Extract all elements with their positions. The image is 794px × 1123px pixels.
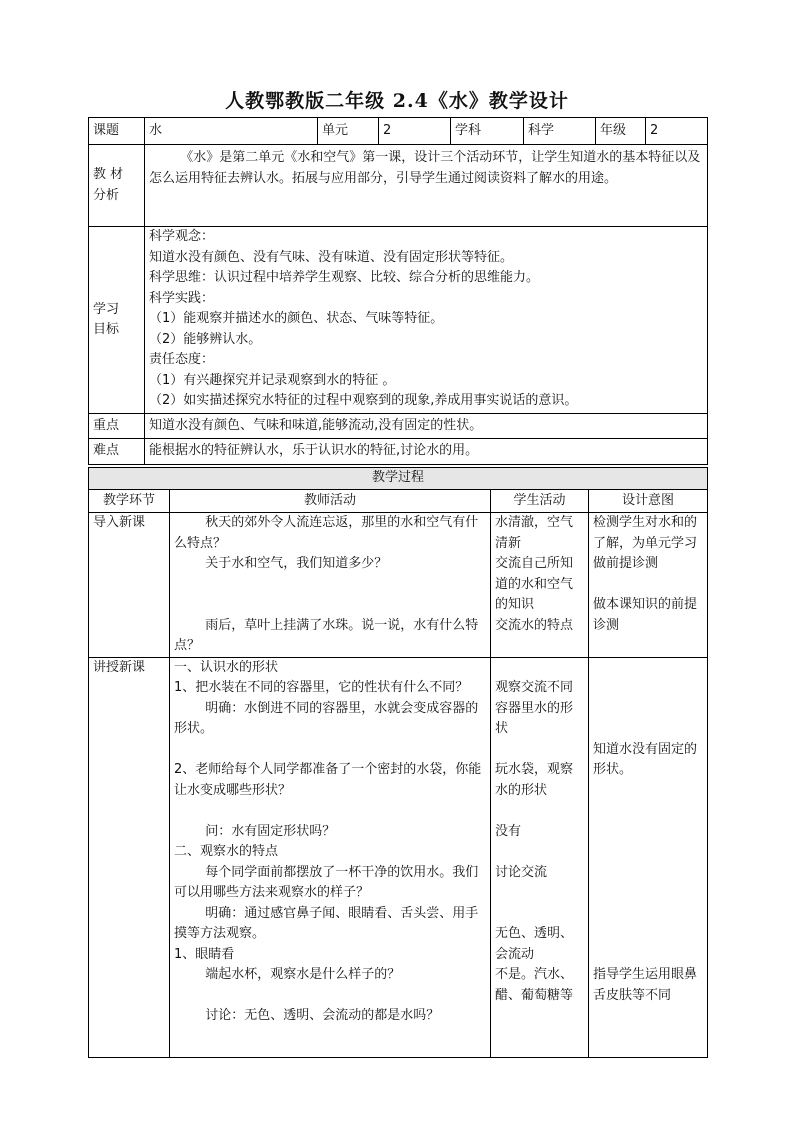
col-student-header: 学生活动 [491,490,589,513]
student-line: 没有 [495,823,522,839]
teacher-line: 明确：通过感官鼻子闻、眼睛看、舌头尝、用手摸等方法观察。 [174,905,479,941]
analysis-text: 《水》是第二单元《水和空气》第一课，设计三个活动环节，让学生知道水的基本特征以及怎么运用特征去辨认水。拓展与应用部分，引导学生通过阅读资料了解水的用途。 [149,150,701,186]
spacer [174,575,486,596]
difficulty-text: 能根据水的特征辨认水，乐于认识水的特征,讨论水的用。 [145,439,708,465]
teacher-line: 问：水有固定形状吗？ [205,823,336,839]
new-student-cell [491,657,589,1057]
unit-value: 2 [379,118,451,145]
goal-line: 知道水没有颜色、没有气味、没有味道、没有固定形状等特征。 [149,249,514,265]
teacher-line: 一、认识水的形状 [174,659,279,675]
teacher-line: 关于水和空气，我们知道多少？ [205,556,388,571]
goal-line: （1）有兴趣探究并记录观察到水的特征 。 [149,372,396,388]
grade-value: 2 [646,118,708,145]
student-line: 不是。汽水、醋、葡萄糖等 [495,967,574,1003]
spacer [593,863,703,884]
teacher-line: 1、眼睛看 [174,946,235,962]
intent-line: 做本课知识的前提诊测 [593,597,698,633]
col-stage-header: 教学环节 [89,490,170,513]
subject-label: 学科 [451,118,524,145]
intro-intent-cell [589,513,708,658]
teacher-line: 二、观察水的特点 [174,844,279,859]
goals-label [89,227,145,414]
goals-text-cell [145,227,708,414]
goal-line: 科学实践： [149,290,215,306]
teacher-line: 明确：水倒进不同的容器里，水就会变成容器的形状。 [174,700,479,736]
student-line: 观察交流不同容器里水的形状 [495,680,574,736]
process-header: 教学过程 [89,468,708,490]
key-point-label: 重点 [89,414,145,439]
goals-label-line1: 学习 [93,301,120,317]
spacer [593,658,703,679]
student-line: 玩水袋，观察水的形状 [495,762,574,798]
goal-line: （2）能够辨认水。 [149,331,262,347]
teacher-line: 讨论：无色、透明、会流动的都是水吗？ [205,1008,440,1023]
spacer [593,678,703,699]
intent-line: 检测学生对水和的了解，为单元学习做前提诊测 [593,515,698,571]
analysis-label [89,145,145,227]
analysis-text-cell [145,145,708,227]
subject-value: 科学 [524,118,596,145]
new-stage: 讲授新课 [89,657,170,1057]
col-intent-header: 设计意图 [589,490,708,513]
difficulty-label: 难点 [89,439,145,465]
student-line: 无色、透明、会流动 [495,926,574,962]
key-point-text: 知道水没有颜色、气味和味道,能够流动,没有固定的性状。 [145,414,708,439]
spacer [593,719,703,740]
teacher-line: 秋天的郊外令人流连忘返，那里的水和空气有什么特点？ [174,515,479,551]
new-teacher-cell [170,657,491,1057]
spacer [174,740,486,761]
goal-line: 科学观念： [149,229,215,244]
teacher-line: 1、把水装在不同的容器里，它的性状有什么不同？ [174,680,469,695]
col-teacher-header: 教师活动 [170,490,491,513]
spacer [495,801,584,822]
spacer [593,842,703,863]
analysis-label-line1: 教 材 [93,167,124,182]
teacher-line: 端起水杯，观察水是什么样子的？ [205,967,401,982]
lesson-label: 课题 [89,118,145,145]
goal-line: 责任态度： [149,352,215,367]
spacer [174,986,486,1007]
spacer [174,801,486,822]
spacer [593,781,703,802]
intro-student-cell [491,513,589,658]
student-line: 交流水的特点 [495,617,574,633]
goal-line: 科学思维：认识过程中培养学生观察、比较、综合分析的思维能力。 [149,270,540,285]
spacer [593,822,703,843]
spacer [174,595,486,616]
spacer [495,740,584,761]
spacer [593,801,703,822]
unit-label: 单元 [318,118,379,145]
teacher-line: 2、老师给每个人同学都准备了一个密封的水袋，你能让水变成哪些形状？ [174,762,482,798]
student-line: 水清澈，空气清新 [495,515,574,551]
spacer [593,945,703,966]
spacer [593,924,703,945]
spacer [593,699,703,720]
lesson-value: 水 [145,118,318,145]
student-line: 交流自己所知道的水和空气的知识 [495,556,574,612]
document-title: 人教鄂教版二年级 2.4《水》教学设计 [225,90,569,112]
teacher-line: 每个同学面前都摆放了一杯干净的饮用水。我们可以用哪些方法来观察水的样子？ [174,864,479,900]
student-line: 讨论交流 [495,864,548,880]
intro-stage: 导入新课 [89,513,170,658]
intent-line: 指导学生运用眼鼻舌皮肤等不同 [593,967,698,1003]
intent-line: 知道水没有固定的形状。 [593,741,698,777]
intro-teacher-cell [170,513,491,658]
spacer [593,883,703,904]
new-intent-cell [589,657,708,1057]
spacer [495,883,584,904]
spacer [593,904,703,925]
analysis-label-line2: 分析 [93,187,120,203]
goal-line: （1）能观察并描述水的颜色、状态、气味等特征。 [149,311,444,326]
spacer [593,575,703,596]
goal-line: （2）如实描述探究水特征的过程中观察到的现象,养成用事实说话的意识。 [149,393,578,408]
teacher-line: 雨后，草叶上挂满了水珠。说一说，水有什么特点？ [174,617,479,653]
spacer [495,842,584,863]
process-table [88,467,708,1058]
spacer [495,904,584,925]
goals-label-line2: 目标 [93,322,120,337]
info-table [88,117,708,465]
grade-label: 年级 [596,118,646,145]
spacer [495,658,584,679]
